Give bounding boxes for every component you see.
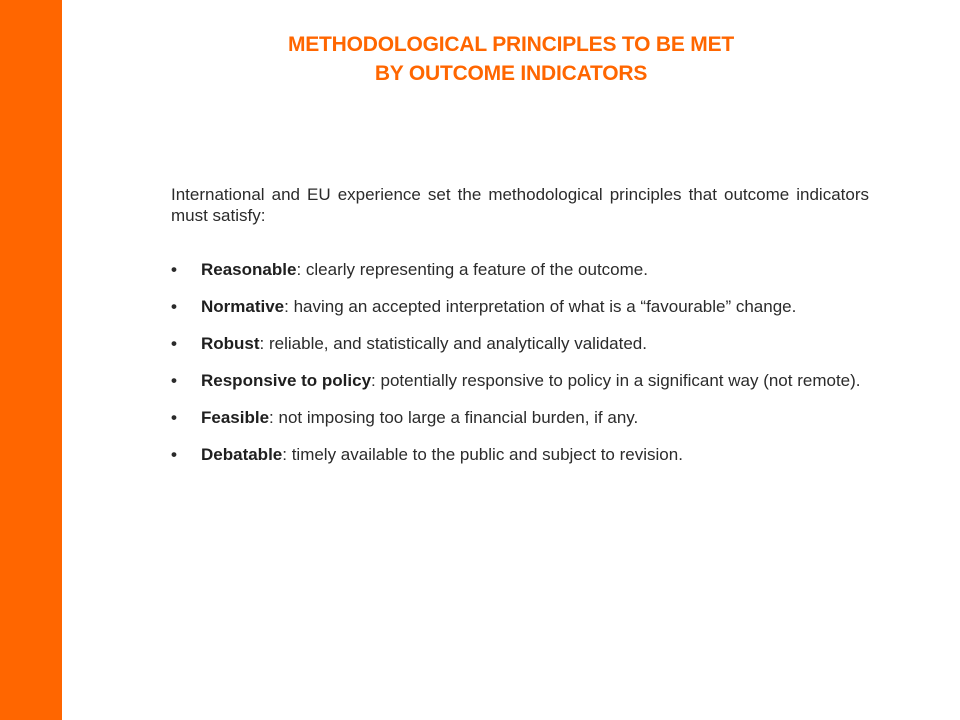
principles-list xyxy=(171,256,869,478)
bullet-term: Responsive to policy xyxy=(201,371,372,390)
title-line-1: METHODOLOGICAL PRINCIPLES TO BE MET xyxy=(287,33,735,56)
bullet-icon: • xyxy=(171,445,177,464)
bullet-icon: • xyxy=(171,408,177,427)
bullet-icon: • xyxy=(171,297,177,316)
intro-paragraph: International and EU experience set the methodological principles that outcome indicators must satisfy: xyxy=(171,185,869,225)
bullet-icon: • xyxy=(171,260,177,279)
bullet-term: Normative xyxy=(201,297,285,316)
bullet-term: Reasonable xyxy=(201,260,297,279)
bullet-text: : having an accepted interpretation of what is a “favourable” change. xyxy=(284,297,797,316)
bullet-text: : clearly representing a feature of the outcome. xyxy=(296,260,648,279)
bullet-icon: • xyxy=(171,371,177,390)
bullet-text: : reliable, and statistically and analytically validated. xyxy=(259,334,647,353)
slide-title xyxy=(62,30,960,88)
orange-side-bar xyxy=(0,0,62,720)
list-item-feasible xyxy=(171,404,869,432)
bullet-term: Debatable xyxy=(201,445,283,464)
title-line-2: BY OUTCOME INDICATORS xyxy=(374,62,648,85)
list-item-reasonable xyxy=(171,256,869,284)
bullet-icon: • xyxy=(171,334,177,353)
list-item-robust xyxy=(171,330,869,358)
bullet-text: : not imposing too large a financial burden, if any. xyxy=(269,408,639,427)
bullet-text: : potentially responsive to policy in a significant way (not remote). xyxy=(371,371,861,390)
bullet-text: : timely available to the public and subject to revision. xyxy=(282,445,683,464)
bullet-term: Robust xyxy=(201,334,260,353)
list-item-debatable xyxy=(171,441,869,469)
bullet-term: Feasible xyxy=(201,408,270,427)
list-item-normative xyxy=(171,293,869,321)
list-item-responsive-to-policy xyxy=(171,367,869,395)
